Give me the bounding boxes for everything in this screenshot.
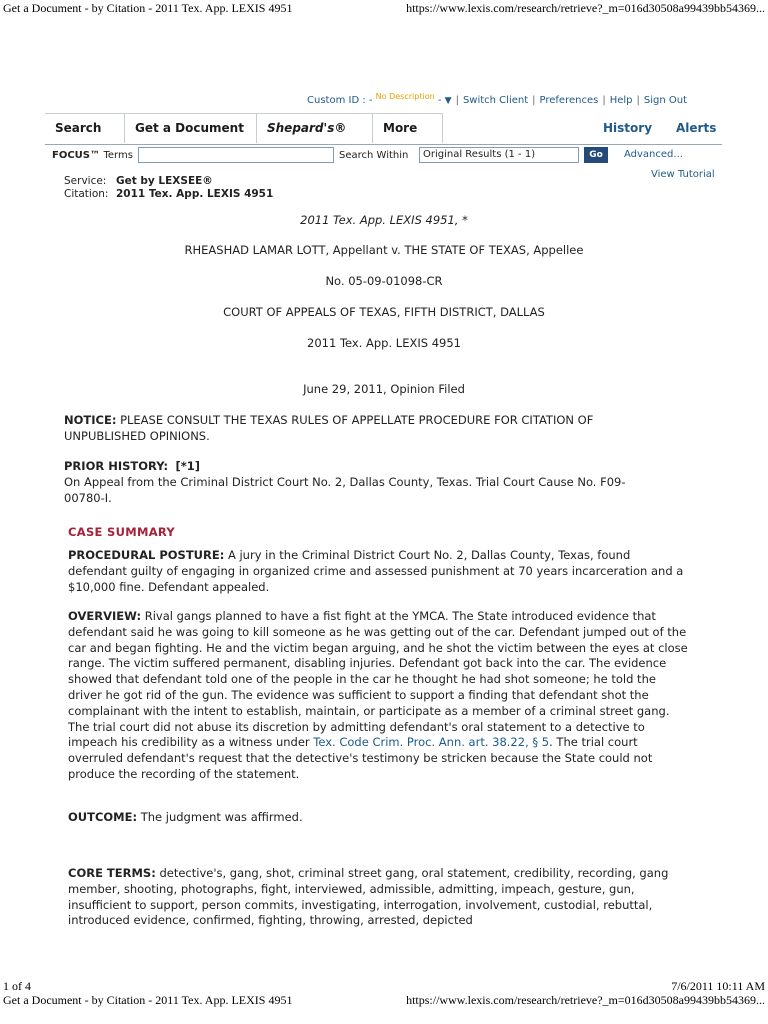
doc-parties: RHEASHAD LAMAR LOTT, Appellant v. THE STATE OF TEXAS, Appellee xyxy=(184,243,584,257)
focus-search-bar xyxy=(45,145,722,167)
go-button[interactable]: Go xyxy=(584,147,608,163)
print-footer-datetime: 7/6/2011 10:11 AM xyxy=(671,979,765,993)
statute-link[interactable]: Tex. Code Crim. Proc. Ann. art. 38.22, § 5 xyxy=(313,735,550,750)
print-header-title: Get a Document - by Citation - 2011 Tex. App. LEXIS 4951 xyxy=(3,1,293,15)
preferences-link[interactable]: Preferences xyxy=(539,95,599,106)
tab-history[interactable]: History xyxy=(603,121,653,135)
outcome-text: The judgment was affirmed. xyxy=(140,810,303,824)
core-terms-paragraph xyxy=(68,866,688,929)
tab-search[interactable]: Search xyxy=(45,113,125,143)
tab-shepards[interactable] xyxy=(257,113,373,143)
prior-history-text: On Appeal from the Criminal District Court No. 2, Dallas County, Texas. Trial Court Cause No. F09-00780-I. xyxy=(64,474,626,505)
notice-text: PLEASE CONSULT THE TEXAS RULES OF APPELLATE PROCEDURE FOR CITATION OF UNPUBLISHED OPINIONS. xyxy=(64,413,594,443)
doc-date: June 29, 2011, Opinion Filed xyxy=(303,382,465,396)
focus-terms-input[interactable] xyxy=(138,147,334,163)
tab-alerts[interactable]: Alerts xyxy=(676,121,717,135)
focus-label: FOCUS™ Terms xyxy=(52,150,133,161)
service-row xyxy=(64,175,213,187)
notice-paragraph xyxy=(64,413,664,445)
doc-cite-header: 2011 Tex. App. LEXIS 4951, * xyxy=(300,213,468,227)
case-summary-heading: CASE SUMMARY xyxy=(68,525,176,539)
search-within-label: Search Within xyxy=(339,150,409,161)
search-within-select[interactable]: Original Results (1 - 1) xyxy=(419,147,579,163)
tab-more[interactable]: More xyxy=(373,113,443,143)
service-value: Get by LEXSEE® xyxy=(116,175,213,187)
print-footer-title: Get a Document - by Citation - 2011 Tex. App. LEXIS 4951 xyxy=(3,993,293,1007)
procedural-posture-label: PROCEDURAL POSTURE: xyxy=(68,548,225,562)
procedural-posture-paragraph xyxy=(68,548,688,595)
citation-label: Citation: xyxy=(64,188,109,200)
custom-id-value[interactable]: No Description xyxy=(375,92,435,101)
doc-docket: No. 05-09-01098-CR xyxy=(325,274,443,288)
overview-paragraph xyxy=(68,609,688,783)
advanced-link[interactable]: Advanced... xyxy=(624,149,683,160)
print-footer-page: 1 of 4 xyxy=(3,979,31,993)
notice-label: NOTICE: xyxy=(64,413,117,427)
prior-history-label: PRIOR HISTORY: xyxy=(64,459,169,473)
tab-get-a-document[interactable]: Get a Document xyxy=(125,113,257,143)
custom-id-label: Custom ID : xyxy=(307,95,366,106)
citation-row xyxy=(64,188,273,200)
core-terms-label: CORE TERMS: xyxy=(68,866,156,880)
doc-court: COURT OF APPEALS OF TEXAS, FIFTH DISTRICT, DALLAS xyxy=(223,305,545,319)
top-nav: Custom ID : - $^{No Description}$ - ▼ | Switch Client | Preferences | Help | Sign Out xyxy=(307,92,688,106)
procedural-posture-text: A jury in the Criminal District Court No. 2, Dallas County, Texas, found defendant guilty of engaging in organized crime and assessed punishment at 70 years incarceration and a $10,000 fine. Defendant appealed. xyxy=(68,548,684,594)
citation-value: 2011 Tex. App. LEXIS 4951 xyxy=(116,188,274,200)
service-label: Service: xyxy=(64,175,107,187)
main-tab-bar xyxy=(45,113,722,145)
core-terms-text: detective's, gang, shot, criminal street gang, oral statement, credibility, recording, gang member, shooting, photographs, fight, interviewed, admissible, admitting, impeach, gesture, gun, insufficient to support, person commits, investigating, interrogation, involvement, custodial, rebuttal, introduced evidence, confirmed, fighting, throwing, arrested, depicted xyxy=(68,866,669,928)
help-link[interactable]: Help xyxy=(609,95,633,106)
print-footer-url: https://www.lexis.com/research/retrieve?_m=016d30508a99439bb54369... xyxy=(406,993,765,1007)
custom-id-dash2: - xyxy=(437,95,442,106)
overview-text-end: . The trial court overruled defendant's request that the detective's testimony be stricken because the State could not produce the recording of the statement. xyxy=(68,735,653,781)
view-tutorial-link[interactable]: View Tutorial xyxy=(651,169,715,180)
overview-label: OVERVIEW: xyxy=(68,609,142,623)
outcome-label: OUTCOME: xyxy=(68,810,138,824)
custom-id-dash: - xyxy=(368,95,373,106)
sign-out-link[interactable]: Sign Out xyxy=(643,95,688,106)
prior-history-star: [*1] xyxy=(175,459,201,473)
outcome-paragraph xyxy=(68,810,688,826)
chevron-down-icon[interactable]: ▼ xyxy=(444,96,452,106)
print-header-url: https://www.lexis.com/research/retrieve?_m=016d30508a99439bb54369... xyxy=(406,1,765,15)
overview-text: Rival gangs planned to have a fist fight at the YMCA. The State introduced evidence that defendant said he was going to kill someone as he was getting out of the car. Defendant jumped out of the car and began fighting. He and the victim began arguing, and he shot the victim between the eyes at close range. The victim suffered permanent, disabling injuries. Defendant got back into the car. The evidence showed that defendant told one of the people in the car he thought he had shot someone; he told the driver he got rid of the gun. The evidence was sufficient to support a finding that defendant shot the complainant with the intent to establish, maintain, or participate as a member of a criminal street gang. The trial court did not abuse its discretion by admitting defendant's oral statement to a detective to impeach his credibility as a witness under xyxy=(68,609,688,750)
print-header xyxy=(0,1,768,17)
doc-cite: 2011 Tex. App. LEXIS 4951 xyxy=(307,336,461,350)
switch-client-link[interactable]: Switch Client xyxy=(462,95,529,106)
tab-shepards-label: Shepard's® xyxy=(267,121,347,135)
prior-history-paragraph xyxy=(64,459,664,506)
